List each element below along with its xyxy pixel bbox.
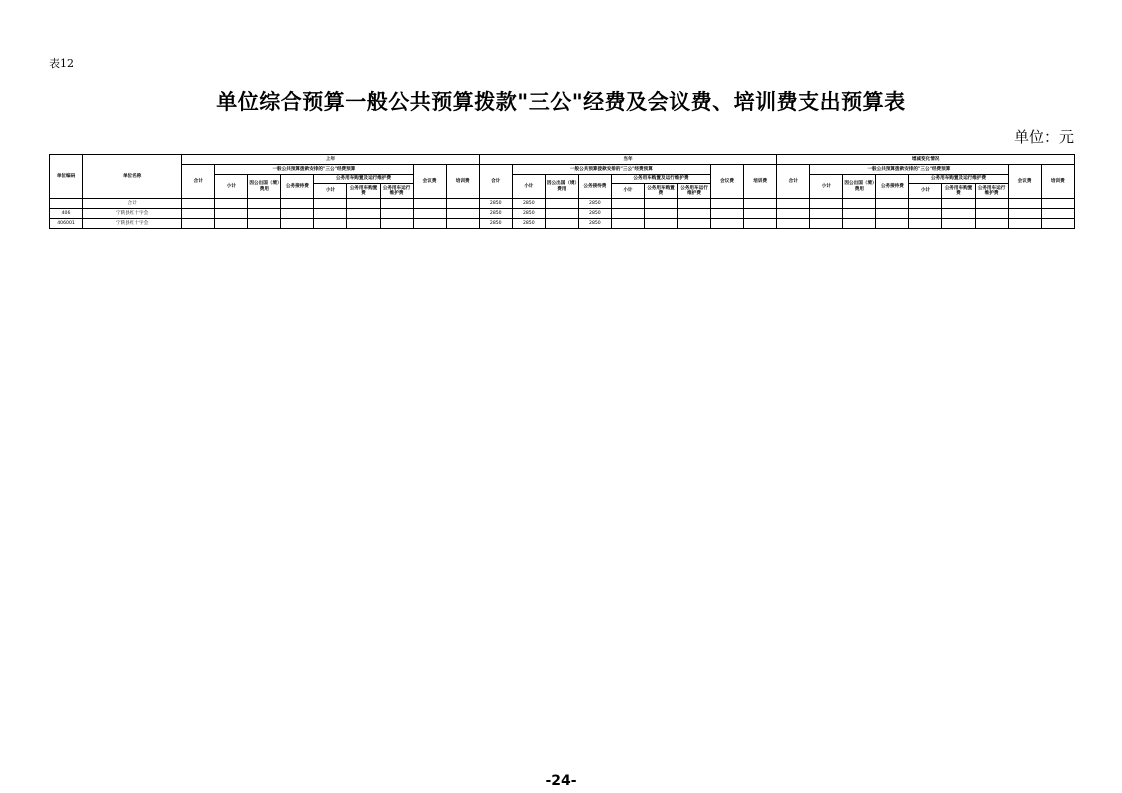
table-row xyxy=(50,209,1075,219)
header-abroad: 因公出国（境）费用 xyxy=(545,175,578,199)
cell-amount xyxy=(876,219,909,229)
header-vehicle-subtotal: 小计 xyxy=(611,184,644,199)
cell-amount: 2850 xyxy=(578,219,611,229)
cell-amount xyxy=(644,209,677,219)
header-total: 合计 xyxy=(182,165,215,199)
header-subtotal: 小计 xyxy=(512,175,545,199)
cell-amount xyxy=(744,219,777,229)
table-row xyxy=(50,219,1075,229)
header-vehicle-maintenance: 公务用车运行维护费 xyxy=(975,184,1008,199)
cell-amount xyxy=(678,219,711,229)
page-number: -24- xyxy=(545,773,577,789)
cell-amount xyxy=(347,199,380,209)
cell-amount xyxy=(182,219,215,229)
cell-unit-name: 宁陕县红十字会 xyxy=(83,209,182,219)
cell-amount xyxy=(611,209,644,219)
cell-amount xyxy=(380,219,413,229)
cell-amount xyxy=(1041,209,1074,219)
cell-amount xyxy=(545,199,578,209)
cell-amount: 2850 xyxy=(512,219,545,229)
cell-amount xyxy=(281,209,314,219)
cell-amount xyxy=(1008,209,1041,219)
cell-amount xyxy=(909,209,942,219)
cell-amount xyxy=(347,219,380,229)
cell-amount xyxy=(413,209,446,219)
cell-amount xyxy=(611,199,644,209)
header-vehicle-group: 公务用车购置及运行维护费 xyxy=(611,175,710,184)
cell-amount xyxy=(314,199,347,209)
header-three-public: 一般公共预算拨款安排的"三公"经费预算 xyxy=(810,165,1008,175)
cell-amount xyxy=(248,219,281,229)
cell-amount xyxy=(744,199,777,209)
unit-label: 单位：元 xyxy=(1013,128,1074,146)
cell-amount xyxy=(446,199,479,209)
cell-amount xyxy=(711,219,744,229)
cell-amount xyxy=(182,209,215,219)
header-meeting: 会议费 xyxy=(711,165,744,199)
cell-amount xyxy=(876,199,909,209)
header-vehicle-purchase: 公务用车购置费 xyxy=(347,184,380,199)
header-total: 合计 xyxy=(777,165,810,199)
cell-amount xyxy=(810,199,843,209)
cell-unit-name: 宁陕县红十字会 xyxy=(83,219,182,229)
cell-amount xyxy=(678,209,711,219)
cell-amount xyxy=(942,209,975,219)
cell-amount xyxy=(446,209,479,219)
header-training: 培训费 xyxy=(1041,165,1074,199)
header-vehicle-maintenance: 公务用车运行维护费 xyxy=(380,184,413,199)
header-reception: 公务接待费 xyxy=(876,175,909,199)
cell-amount xyxy=(909,219,942,229)
cell-amount xyxy=(611,219,644,229)
cell-amount xyxy=(248,199,281,209)
cell-amount xyxy=(810,209,843,219)
cell-amount xyxy=(942,199,975,209)
header-reception: 公务接待费 xyxy=(281,175,314,199)
cell-amount: 2850 xyxy=(479,199,512,209)
header-group-last-year: 上年 xyxy=(182,155,480,165)
header-vehicle-subtotal: 小计 xyxy=(314,184,347,199)
cell-amount xyxy=(545,219,578,229)
cell-amount xyxy=(678,199,711,209)
cell-amount xyxy=(1041,219,1074,229)
cell-amount xyxy=(777,219,810,229)
header-meeting: 会议费 xyxy=(1008,165,1041,199)
cell-amount xyxy=(942,219,975,229)
cell-amount xyxy=(975,219,1008,229)
cell-amount xyxy=(777,209,810,219)
cell-amount xyxy=(347,209,380,219)
header-meeting: 会议费 xyxy=(413,165,446,199)
header-abroad: 因公出国（境）费用 xyxy=(248,175,281,199)
header-vehicle-purchase: 公务用车购置费 xyxy=(942,184,975,199)
cell-amount xyxy=(281,199,314,209)
table-number: 表12 xyxy=(49,57,74,70)
cell-amount xyxy=(975,199,1008,209)
cell-amount xyxy=(843,199,876,209)
header-unit-code: 单位编码 xyxy=(50,155,83,199)
cell-amount xyxy=(380,209,413,219)
cell-amount xyxy=(810,219,843,229)
cell-amount: 2850 xyxy=(479,219,512,229)
header-subtotal: 小计 xyxy=(810,175,843,199)
header-vehicle-maintenance: 公务用车运行维护费 xyxy=(678,184,711,199)
cell-amount xyxy=(876,209,909,219)
header-total: 合计 xyxy=(479,165,512,199)
cell-amount xyxy=(248,209,281,219)
cell-amount: 2850 xyxy=(512,209,545,219)
cell-amount xyxy=(413,199,446,209)
header-three-public: 一般公共预算拨款安排的"三公"经费预算 xyxy=(215,165,413,175)
header-group-this-year: 当年 xyxy=(479,155,777,165)
cell-amount xyxy=(1008,199,1041,209)
cell-amount xyxy=(215,209,248,219)
cell-amount xyxy=(281,219,314,229)
cell-amount xyxy=(1008,219,1041,229)
cell-amount xyxy=(711,199,744,209)
cell-amount xyxy=(545,209,578,219)
header-vehicle-purchase: 公务用车购置费 xyxy=(644,184,677,199)
cell-amount xyxy=(215,219,248,229)
cell-amount: 2850 xyxy=(578,199,611,209)
header-reception: 公务接待费 xyxy=(578,175,611,199)
cell-amount xyxy=(711,209,744,219)
cell-amount xyxy=(314,219,347,229)
cell-amount xyxy=(909,199,942,209)
header-vehicle-group: 公务用车购置及运行维护费 xyxy=(909,175,1008,184)
cell-amount xyxy=(314,209,347,219)
cell-amount xyxy=(182,199,215,209)
cell-unit-code: 406001 xyxy=(50,219,83,229)
cell-amount: 2850 xyxy=(578,209,611,219)
cell-amount: 2850 xyxy=(512,199,545,209)
header-group-change: 增减变化情况 xyxy=(777,155,1075,165)
cell-unit-code xyxy=(50,199,83,209)
cell-amount xyxy=(843,209,876,219)
cell-amount xyxy=(644,219,677,229)
cell-amount xyxy=(843,219,876,229)
table-body xyxy=(50,199,1075,229)
header-vehicle-group: 公务用车购置及运行维护费 xyxy=(314,175,413,184)
cell-amount xyxy=(975,209,1008,219)
cell-amount xyxy=(644,199,677,209)
header-subtotal: 小计 xyxy=(215,175,248,199)
header-three-public: 一般公共预算拨款安排的"三公"经费预算 xyxy=(512,165,710,175)
cell-amount xyxy=(744,209,777,219)
cell-amount xyxy=(777,199,810,209)
header-vehicle-subtotal: 小计 xyxy=(909,184,942,199)
header-training: 培训费 xyxy=(744,165,777,199)
cell-amount xyxy=(413,219,446,229)
page-title: 单位综合预算一般公共预算拨款"三公"经费及会议费、培训费支出预算表 xyxy=(216,90,906,114)
cell-amount xyxy=(446,219,479,229)
header-training: 培训费 xyxy=(446,165,479,199)
cell-amount: 2850 xyxy=(479,209,512,219)
header-abroad: 因公出国（境）费用 xyxy=(843,175,876,199)
table-row xyxy=(50,199,1075,209)
cell-amount xyxy=(1041,199,1074,209)
cell-unit-code: 406 xyxy=(50,209,83,219)
cell-amount xyxy=(215,199,248,209)
cell-amount xyxy=(380,199,413,209)
header-unit-name: 单位名称 xyxy=(83,155,182,199)
budget-table xyxy=(49,154,1075,229)
cell-unit-name: 合计 xyxy=(83,199,182,209)
